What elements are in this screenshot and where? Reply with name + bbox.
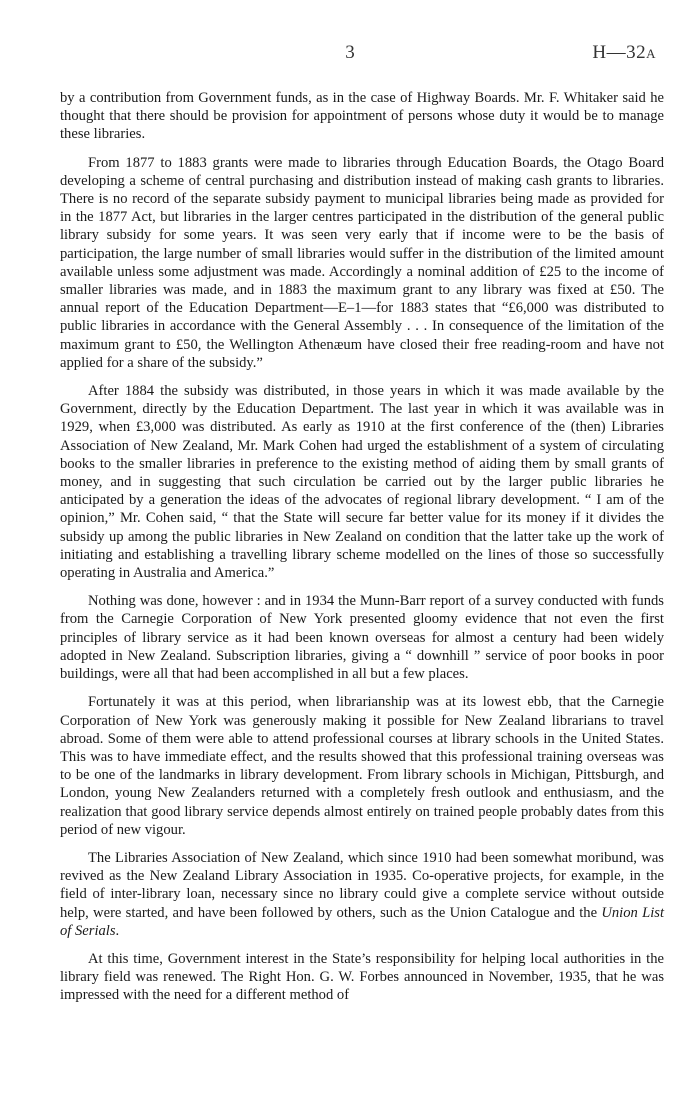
paragraph-7: At this time, Government interest in the State’s responsibility for helping local authorities in the library field was renewed. The Right Hon. G. W. Forbes announced in November, 1935, that he was impressed with the need for a different method of: [60, 950, 664, 1004]
paragraph-5: Fortunately it was at this period, when librarianship was at its lowest ebb, that the Carnegie Corporation of New York was generously making it possible for New Zealand librarians to travel abroad. Some of them were able to attend professional courses at library schools in the United States. This was to have immediate effect, and the results showed that this professional training overseas was to be one of the landmarks in library development. From library schools in Michigan, Pittsburgh, and London, young New Zealanders returned with a completely fresh outlook and enthusiasm, and the realization that good library service depends almost entirely on trained people probably dates from this period of new vigour.: [60, 694, 664, 838]
union-list-of-serials-title: Union List of Serials: [60, 904, 664, 939]
document-reference-suffix: A: [646, 46, 656, 61]
paragraph-2: From 1877 to 1883 grants were made to libraries through Education Boards, the Otago Board developing a scheme of central purchasing and distribution instead of making cash grants to libraries. There is no record of the separate subsidy payment to municipal libraries being made as provided for in the 1877 Act, but libraries in the larger centres participated in the distribution of the general public library subsidy for some years. It was seen very early that if income were to be the basis of participation, the large number of small libraries would suffer in the distribution of the limited amount available unless some adjustment was made. Accordingly a nominal addition of £25 to the income of smaller libraries was made, and in 1883 the maximum grant to any library was fixed at £50. The annual report of the Education Department—E–1—for 1883 states that “£6,000 was distributed to public libraries in accordance with the General Assembly . . . In consequence of the limitation of the maximum grant to £50, the Wellington Athenæum have closed their free reading-room and have not applied for a share of the subsidy.”: [60, 154, 664, 371]
document-reference-main: H—32: [592, 42, 647, 63]
document-reference: [592, 42, 656, 64]
paragraph-3: After 1884 the subsidy was distributed, in those years in which it was made available by the Government, directly by the Education Department. The last year in which it was available was in 1929, when £3,000 was distributed. As early as 1910 at the first conference of the (then) Libraries Association of New Zealand, Mr. Mark Cohen had urged the establishment of a system of circulating books to the smaller libraries in preference to the existing method of aiding them by small grants of money, and in suggesting that such circulation be carried out by the larger public libraries he anticipated by a generation the ideas of the advocates of regional library development. “ I am of the opinion,” Mr. Cohen said, “ that the State will secure far better value for its money if it divides the subsidy up among the public libraries in New Zealand on condition that the latter take up the work of initiating and establishing a travelling library scheme modelled on the lines of those so successfully operating in Australia and America.”: [60, 383, 664, 582]
paragraph-6-text-before: The Libraries Association of New Zealand, which since 1910 had been somewhat moribund, was revived as the New Zealand Library Association in 1935. Co-operative projects, for example, in the field of inter-library loan, necessary since no library could give a complete service without outside help, were started, and have been followed by others, such as the Union Catalogue and the: [60, 849, 664, 921]
paragraph-4: Nothing was done, however : and in 1934 the Munn-Barr report of a survey conducted with funds from the Carnegie Corporation of New York presented gloomy evidence that not even the first principles of library service as it had been known overseas for almost a century had been widely adopted in New Zealand. Subscription libraries, giving a “ downhill ” service of poor books in poor buildings, were all that had been accomplished in all but a few places.: [60, 593, 664, 683]
paragraph-6: [60, 849, 664, 940]
paragraph-6-text-after: .: [115, 922, 120, 939]
body-text: [60, 89, 664, 1015]
paragraph-1: by a contribution from Government funds, as in the case of Highway Boards. Mr. F. Whitaker said he thought that there should be provision for appointment of persons whose duty it would be to manage these libraries.: [60, 90, 664, 143]
page-number: 3: [345, 42, 355, 63]
